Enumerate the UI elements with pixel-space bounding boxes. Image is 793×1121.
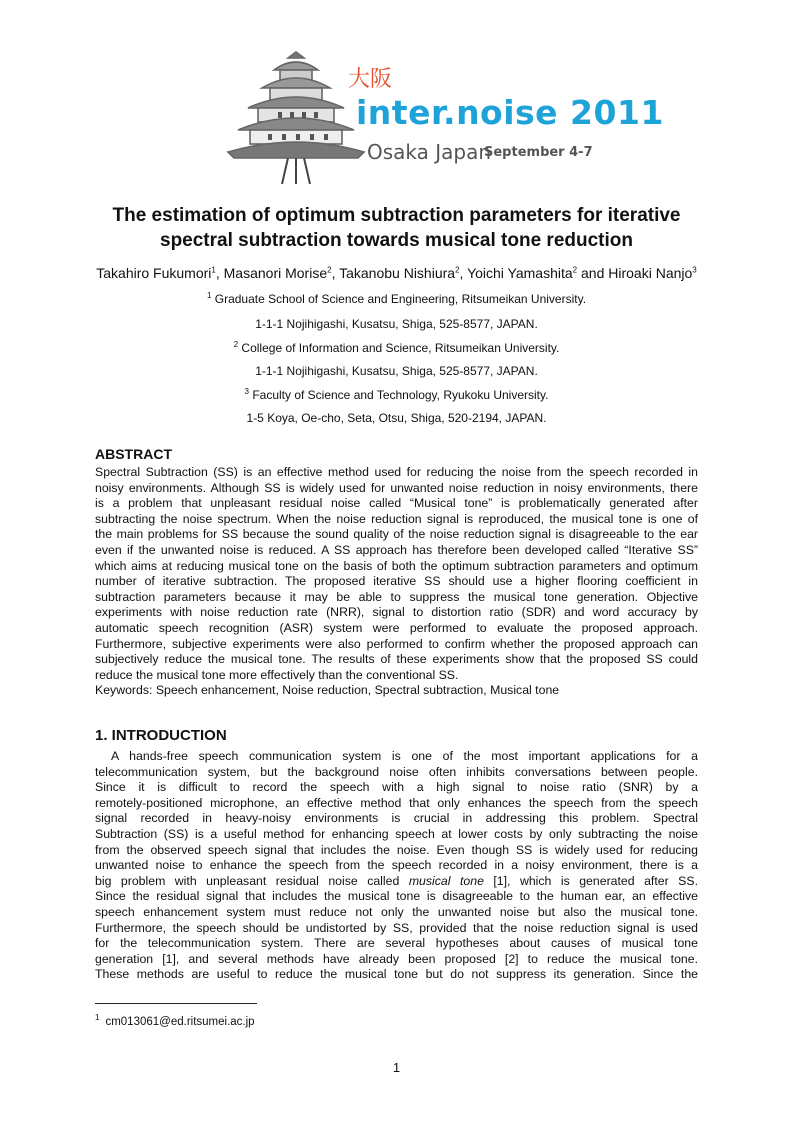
abstract-line: even if the unwanted noise is reduced. A SS approach has therefore been developed called “Iterative SS” — [95, 542, 698, 557]
abstract-line: automatic speech recognition (ASR) system were performed to evaluate the proposed approach. — [95, 620, 698, 635]
intro-line: generation [1], and several methods have already been proposed [2] to reduce the musical tone. — [95, 951, 698, 966]
title-line-2: spectral subtraction towards musical tone reduction — [160, 230, 633, 251]
affiliation-3 — [100, 387, 693, 402]
author-name: Hiroaki Nanjo — [608, 265, 693, 281]
abstract-line: noisy environments. Although SS is widely used for unwanted noise reduction in noisy environments, there — [95, 480, 698, 495]
affiliation-address: 1-5 Koya, Oe-cho, Seta, Otsu, Shiga, 520-2194, JAPAN. — [246, 411, 547, 425]
footnote-rule — [95, 1003, 257, 1004]
paper-title — [80, 203, 713, 253]
footnote-email: cm013061@ed.ritsumei.ac.jp — [105, 1015, 255, 1028]
abstract-line: Furthermore, subjective experiments were also performed to confirm whether the proposed approach can — [95, 636, 698, 651]
intro-line: Subtraction (SS) is a useful method for enhancing speech at lower costs by only subtracting the noise — [95, 826, 698, 841]
abstract-line: subtraction parameters because it may be able to suppress the musical tone generation. Objective — [95, 589, 698, 604]
affiliation-sup: 3 — [244, 387, 249, 396]
intro-line: telecommunication system, but the background noise often inhibits conversations between people. — [95, 764, 698, 779]
affiliation-name: Faculty of Science and Technology, Ryukoku University. — [252, 388, 549, 402]
logo-kanji: 大阪 — [348, 67, 393, 92]
intro-line: signal recorded in heavy-noisy environments is crucial in addressing this problem. Spectral — [95, 811, 698, 826]
intro-line: for the telecommunication system. There are several hypotheses about causes of musical tone — [95, 936, 698, 951]
intro-line: remotely-positioned microphone, an effective method that only enhances the speech from the speech — [95, 795, 698, 810]
abstract-heading: ABSTRACT — [95, 446, 172, 462]
abstract-body — [95, 465, 698, 699]
abstract-line: is a problem that unpleasant residual noise called “Musical tone” is problematically generated after — [95, 496, 698, 511]
author-sup: 1 — [211, 265, 216, 275]
intro-line-with-italic — [95, 874, 698, 890]
intro-line: speech enhancement system must reduce not only the unwanted noise but also the musical tone. — [95, 904, 698, 919]
author-sup: 2 — [572, 265, 578, 275]
affiliation-name: Graduate School of Science and Engineering, Ritsumeikan University. — [214, 292, 587, 306]
title-line-1: The estimation of optimum subtraction parameters for iterative — [112, 205, 681, 226]
abstract-line: subtracting the noise spectrum. When the noise reduction signal is reproduced, the musical tone is one of — [95, 511, 698, 526]
introduction-body — [95, 749, 698, 983]
abstract-line: which aims at reducing musical tone on the basis of both the optimum subtraction parameters and optimum — [95, 558, 698, 573]
author-sup: 2 — [327, 265, 332, 275]
intro-line-head: big problem with unpleasant residual noise called — [95, 873, 409, 888]
page-number: 1 — [392, 1060, 401, 1075]
author-sup: 3 — [692, 265, 697, 275]
italic-term: musical tone — [408, 873, 484, 888]
abstract-line: subjectively reduce the musical tone. The results of these experiments show that the proposed SS could — [95, 652, 698, 667]
abstract-line: number of iterative subtraction. The proposed iterative SS should use a higher flooring coefficient in — [95, 574, 698, 589]
author-name: Takahiro Fukumori — [96, 265, 212, 281]
affiliation-sup: 2 — [233, 340, 239, 349]
abstract-line: the main problems for SS because the sound quality of the noise reduction signal is disagreeable to the ear — [95, 527, 698, 542]
affiliation-address: 1-1-1 Nojihigashi, Kusatsu, Shiga, 525-8577, JAPAN. — [255, 364, 538, 378]
affiliation-address: 1-1-1 Nojihigashi, Kusatsu, Shiga, 525-8577, JAPAN. — [255, 317, 538, 331]
intro-line: A hands-free speech communication system is one of the most important applications for a — [111, 749, 698, 763]
author-name: Yoichi Yamashita — [467, 265, 573, 281]
intro-line: from the observed speech signal that includes the noise. Even though SS is widely used for reducing — [95, 842, 698, 857]
affiliation-sup: 1 — [206, 291, 212, 300]
author-name: Masanori Morise — [223, 265, 328, 281]
affiliation-name: College of Information and Science, Ritsumeikan University. — [241, 341, 560, 355]
intro-line: unwanted noise to enhance the speech from the speech recorded in a noisy environment, there is a — [95, 858, 698, 873]
footnote — [95, 1013, 255, 1028]
logo-event-name: inter.noise 2011 — [356, 93, 664, 132]
abstract-line: Spectral Subtraction (SS) is an effective method used for reducing the noise from the speech recorded in — [95, 465, 698, 479]
author-list: Takahiro Fukumori$^1$, Masanori Morise$^2$, Takanobu Nishiura$^2$, Yoichi Yamashita$^2$ and Hiroaki Nanjo$^3$ — [96, 265, 697, 281]
intro-line: Furthermore, the speech should be undistorted by SS, provided that the noise reduction signal is used — [95, 920, 698, 935]
footnote-sup: 1 — [95, 1013, 100, 1022]
keywords: Keywords: Speech enhancement, Noise reduction, Spectral subtraction, Musical tone — [95, 683, 560, 698]
affiliation-1 — [100, 291, 693, 306]
intro-line: These methods are useful to reduce the musical tone but do not suppress its generation. Since the — [95, 967, 698, 982]
affiliation-2 — [100, 340, 693, 355]
author-sup: 2 — [455, 265, 460, 275]
intro-line-tail: [1], which is generated after SS. — [483, 873, 698, 888]
intro-line: Since the residual signal that includes the musical tone is disagreeable to the human ear, an effective — [95, 889, 698, 904]
intro-line: Since it is difficult to record the speech with a high signal to noise ratio (SNR) by a — [95, 780, 698, 795]
author-name: Takanobu Nishiura — [339, 265, 456, 281]
abstract-line: experiments with noise reduction rate (NRR), signal to distortion ratio (SDR) and word accuracy by — [95, 605, 698, 620]
abstract-line: reduce the musical tone more effectively than the conventional SS. — [95, 667, 459, 682]
logo-dates: September 4-7 — [484, 145, 593, 160]
introduction-heading: 1. INTRODUCTION — [95, 727, 227, 744]
logo-city: Osaka Japan — [367, 140, 492, 164]
castle-logo-icon — [218, 48, 368, 188]
